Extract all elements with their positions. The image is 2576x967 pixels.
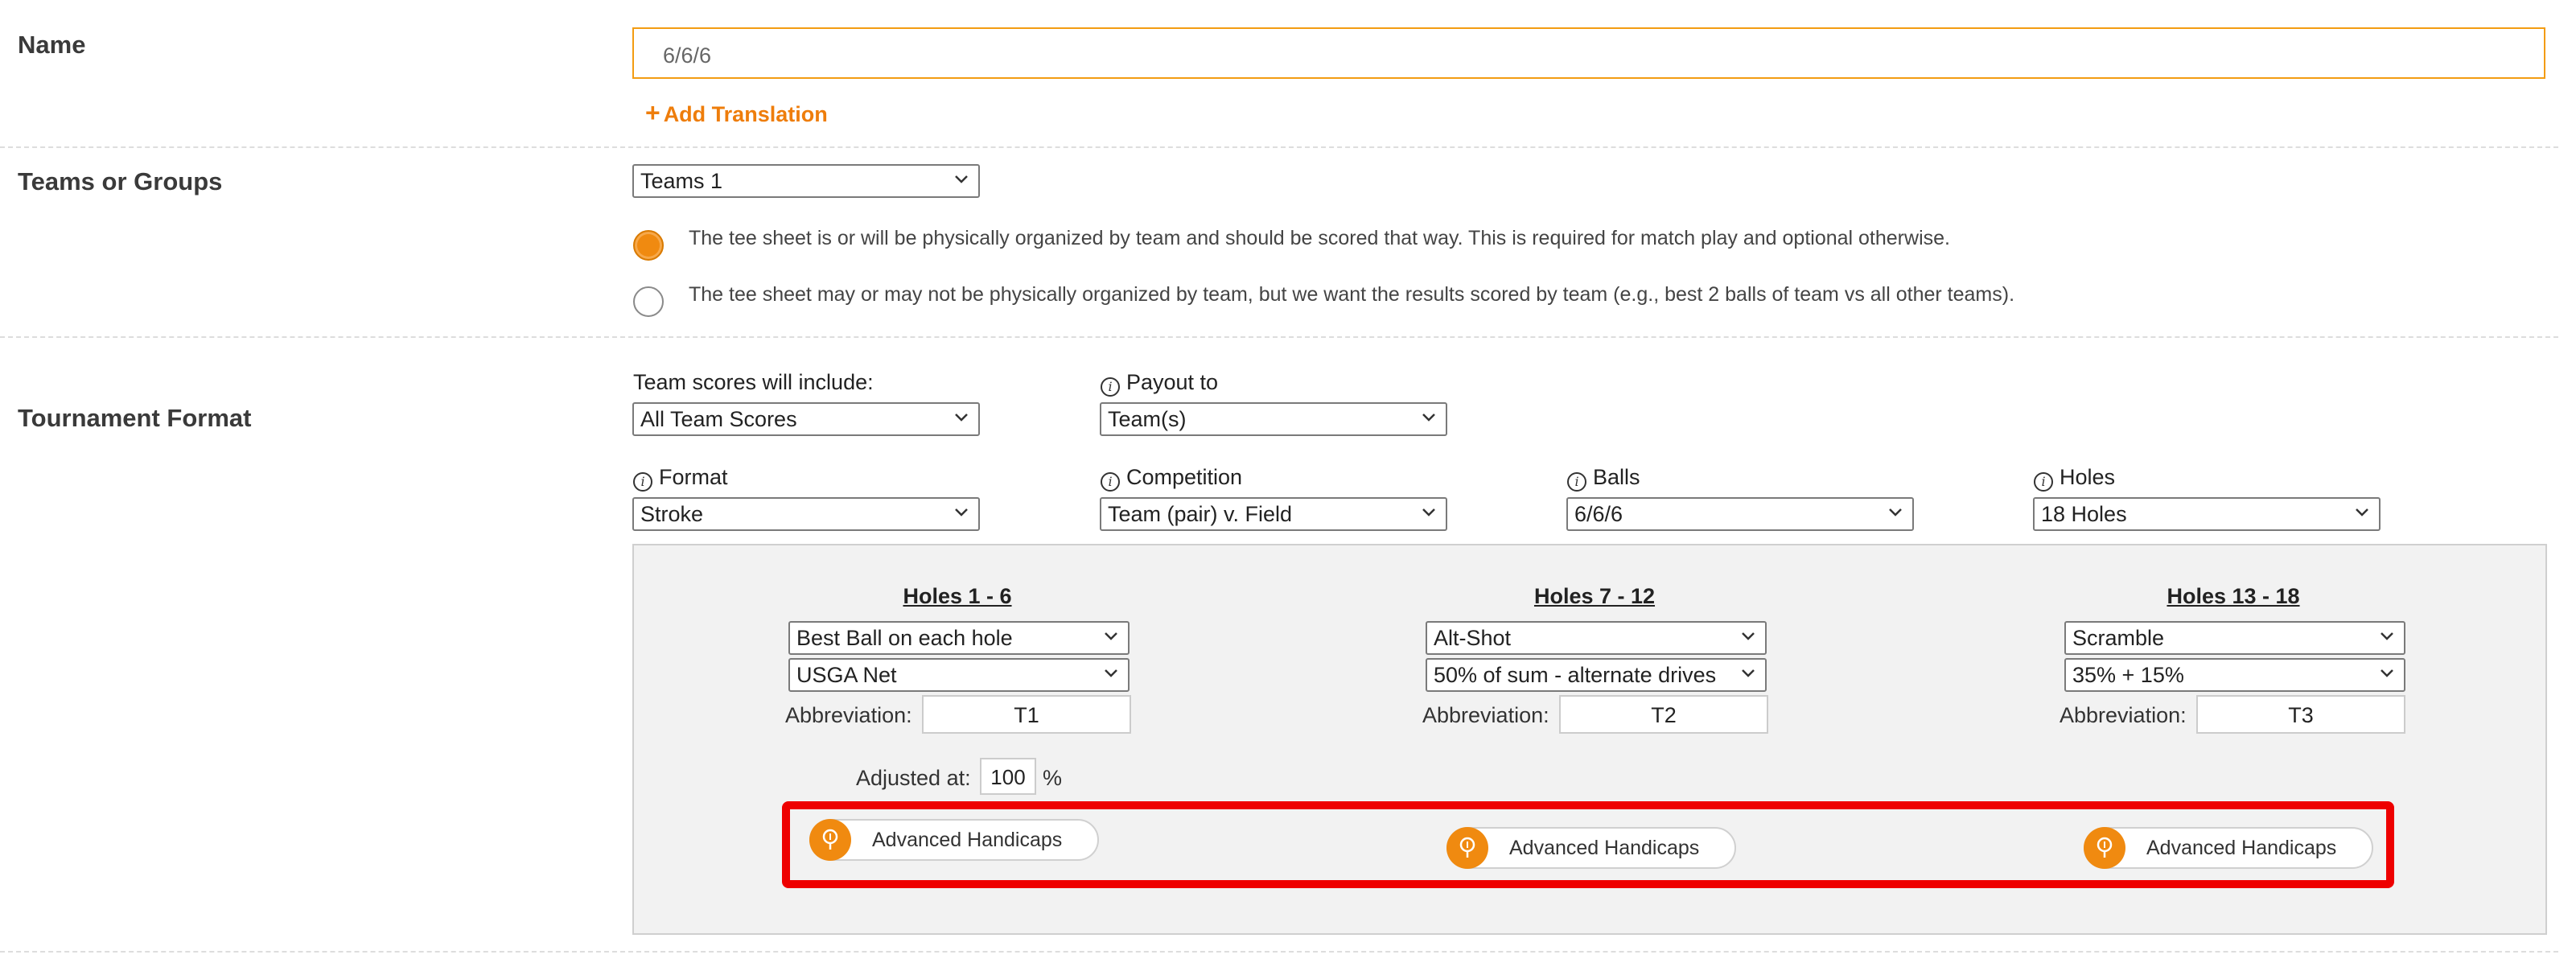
format-select[interactable] [632,497,980,531]
adjusted-label: Adjusted at: [856,766,971,790]
chevron-down-icon [1738,624,1759,648]
abbreviation-label: Abbreviation: [1422,703,1549,727]
chevron-down-icon [1418,405,1439,430]
chevron-down-icon [1101,661,1121,685]
plus-icon: + [645,98,660,127]
add-translation-label: Add Translation [663,102,828,126]
payout-label-text: Payout to [1126,370,1219,394]
competition-label [1101,465,1242,492]
chevron-down-icon [1101,624,1121,648]
adjusted-input[interactable]: 100 [980,758,1036,795]
advanced-handicaps-label: Advanced Handicaps [872,829,1063,851]
segment-title: Holes 7 - 12 [1533,584,1656,608]
info-icon[interactable]: i [1101,377,1120,397]
chevron-down-icon [2376,624,2397,648]
radio-scored-by-team-label: The tee sheet may or may not be physically organized by team, but we want the results scored by team (e.g., best 2 balls of team vs all other teams). [689,283,2015,306]
segment-method-value: Best Ball on each hole [796,626,1013,650]
info-icon[interactable]: i [1567,472,1586,492]
advanced-handicaps-label: Advanced Handicaps [1509,837,1700,859]
holes-label [2034,465,2115,492]
radio-organized-by-team[interactable] [633,230,664,261]
chevron-down-icon [951,167,972,191]
holes-label-text: Holes [2060,465,2116,489]
advanced-handicaps-label: Advanced Handicaps [2146,837,2337,859]
holes-select[interactable] [2033,497,2381,531]
highlight-box [782,801,2394,888]
balls-value: 6/6/6 [1574,502,1623,526]
radio-organized-by-team-label: The tee sheet is or will be physically organized by team and should be scored that way. This is required for match play and optional otherwise. [689,227,1950,249]
holes-value: 18 Holes [2041,502,2127,526]
chevron-down-icon [2352,500,2372,525]
abbreviation-label: Abbreviation: [785,703,912,727]
balls-select[interactable] [1566,497,1914,531]
chevron-down-icon [951,500,972,525]
competition-value: Team (pair) v. Field [1108,502,1293,526]
format-label-text: Format [659,465,728,489]
segment-handicap-select[interactable] [1426,658,1767,692]
format-value: Stroke [640,502,704,526]
payout-label [1101,370,1218,397]
payout-value: Team(s) [1108,407,1187,431]
segment-method-value: Alt-Shot [1434,626,1512,650]
segment-handicap-value: 50% of sum - alternate drives [1434,663,1717,687]
abbreviation-input[interactable]: T3 [2196,695,2405,734]
divider [0,336,2558,338]
add-translation-link[interactable] [645,98,828,128]
name-label: Name [18,31,86,59]
teams-label: Teams or Groups [18,167,223,195]
team-scores-select[interactable] [632,402,980,436]
segment-method-value: Scramble [2072,626,2165,650]
chevron-down-icon [951,405,972,430]
abbreviation-input[interactable]: T2 [1559,695,1768,734]
balls-label-text: Balls [1593,465,1640,489]
info-icon[interactable]: i [633,472,652,492]
divider [0,951,2558,953]
format-label [633,465,728,492]
chevron-down-icon [1738,661,1759,685]
teams-select[interactable] [632,164,980,198]
chevron-down-icon [1885,500,1906,525]
payout-select[interactable] [1100,402,1447,436]
name-input[interactable]: 6/6/6 [632,27,2545,79]
info-icon[interactable]: i [1101,472,1120,492]
segment-handicap-select[interactable] [788,658,1130,692]
info-icon[interactable]: i [2034,472,2053,492]
abbreviation-input[interactable]: T1 [922,695,1131,734]
team-scores-value: All Team Scores [640,407,797,431]
segment-method-select[interactable] [1426,621,1767,655]
segment-handicap-select[interactable] [2064,658,2405,692]
segment-title: Holes 1 - 6 [903,584,1012,608]
abbreviation-label: Abbreviation: [2060,703,2187,727]
balls-label [1567,465,1640,492]
competition-select[interactable] [1100,497,1447,531]
segment-handicap-value: 35% + 15% [2072,663,2184,687]
chevron-down-icon [2376,661,2397,685]
teams-select-value: Teams 1 [640,169,723,193]
team-scores-label: Team scores will include: [633,370,874,394]
tournament-format-label: Tournament Format [18,404,252,432]
segment-method-select[interactable] [2064,621,2405,655]
competition-label-text: Competition [1126,465,1243,489]
segment-method-select[interactable] [788,621,1130,655]
segment-handicap-value: USGA Net [796,663,897,687]
radio-scored-by-team[interactable] [633,286,664,317]
divider [0,146,2558,148]
adjusted-unit: % [1043,766,1063,790]
chevron-down-icon [1418,500,1439,525]
segment-title: Holes 13 - 18 [2167,584,2300,608]
